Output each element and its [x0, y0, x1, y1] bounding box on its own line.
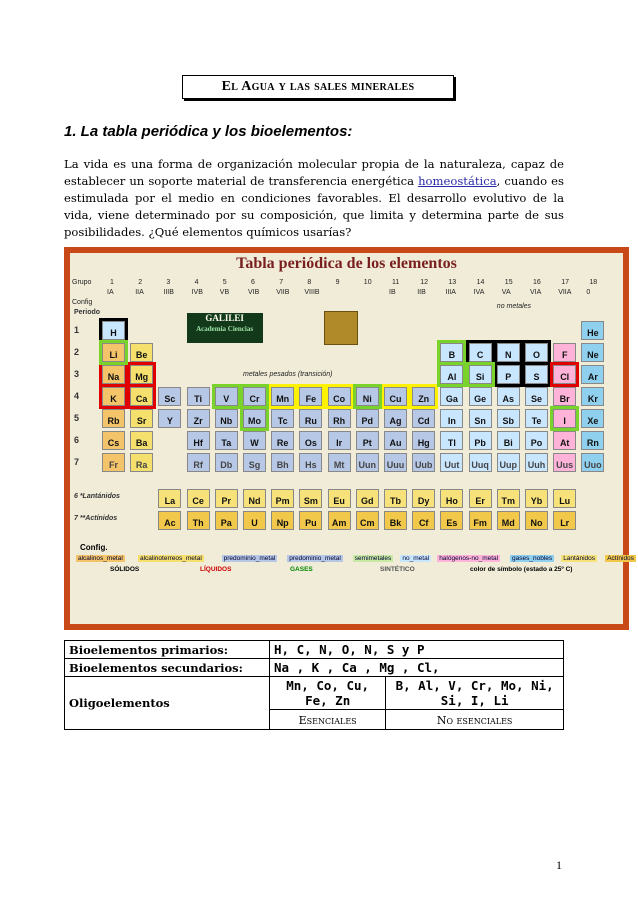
period-number: 4 [74, 391, 80, 401]
secondary-highlight [550, 362, 579, 387]
actinides-label: 7 **Actínidos [74, 515, 118, 522]
lanthanide-cell: Dy [412, 489, 435, 508]
element-cell: Pt [356, 431, 379, 450]
element-cell: He [581, 321, 604, 340]
element-cell: V [215, 387, 238, 406]
element-cell: O [525, 343, 548, 362]
actinide-cell: Ac [158, 511, 181, 530]
element-cell: Db [215, 453, 238, 472]
element-cell: P [497, 365, 520, 384]
element-cell: Sr [130, 409, 153, 428]
group-number: 1 [110, 279, 114, 286]
element-cell: S [525, 365, 548, 384]
no-metales-label: no metales [496, 303, 532, 310]
element-cell: Rf [187, 453, 210, 472]
lanthanide-cell: Er [469, 489, 492, 508]
group-roman: VIIA [558, 289, 572, 296]
element-cell: Zr [187, 409, 210, 428]
element-cell: I [553, 409, 576, 428]
nonessential-highlight [353, 384, 382, 409]
group-roman: IA [107, 289, 114, 296]
group-roman: IB [389, 289, 396, 296]
metales-pesados-label: metales pesados (transición) [243, 371, 333, 378]
element-cell: Zn [412, 387, 435, 406]
actinide-cell: Np [271, 511, 294, 530]
element-cell: Al [440, 365, 463, 384]
group-number: 11 [392, 279, 400, 286]
element-cell: Au [384, 431, 407, 450]
element-cell: In [440, 409, 463, 428]
element-cell: Os [299, 431, 322, 450]
element-cell: At [553, 431, 576, 450]
actinide-cell: No [525, 511, 548, 530]
element-cell: Mg [130, 365, 153, 384]
group-roman: IVB [191, 289, 203, 296]
legend-type-item: alcalinos_metal [78, 555, 123, 562]
element-cell: W [243, 431, 266, 450]
element-cell: Rn [581, 431, 604, 450]
element-cell: Ni [356, 387, 379, 406]
period-number: 6 [74, 435, 80, 445]
periodic-table-inner [70, 253, 634, 624]
essential-highlight [325, 384, 354, 409]
actinide-cell: Cm [356, 511, 379, 530]
group-number: 5 [222, 279, 227, 286]
periodic-table-title: Tabla periódica de los elementos [236, 255, 457, 272]
primary-highlight [522, 362, 551, 387]
intro-text-2: , cuando es estimulada por el medio en condiciones favorables. El desarrollo evolutivo de la vida, viene determinado por su composición, que limita y determina parte de sus posibilidades. ¿Qué elementos químicos usarías? [64, 174, 564, 239]
medal-image [324, 311, 358, 345]
element-cell: Tl [440, 431, 463, 450]
group-number: 14 [476, 279, 485, 286]
group-number: 13 [448, 279, 457, 286]
element-cell: Na [102, 365, 125, 384]
legend-type-item: predominio_metal [289, 555, 341, 562]
element-cell: Br [553, 387, 576, 406]
primary-highlight [494, 362, 523, 387]
element-cell: Mn [271, 387, 294, 406]
secundarios-value: Na , K , Ca , Mg , Cl, [270, 659, 564, 677]
element-cell: Uuq [469, 453, 492, 472]
element-cell: Rh [328, 409, 351, 428]
lanthanide-cell: Lu [553, 489, 576, 508]
group-roman: IVA [473, 289, 485, 296]
group-number: 18 [589, 279, 598, 286]
legend-state-item: color de símbolo (estado a 25º C) [470, 566, 573, 573]
element-cell: Kr [581, 387, 604, 406]
element-cell: C [469, 343, 492, 362]
lanthanide-cell: Tm [497, 489, 520, 508]
lanthanide-cell: Ho [440, 489, 463, 508]
group-number: 8 [307, 279, 312, 286]
config-legend-label: Config. [80, 543, 108, 552]
element-cell: H [102, 321, 125, 340]
homeostatica-link[interactable]: homeostática [418, 174, 497, 188]
group-number: 9 [335, 279, 340, 286]
element-cell: Fr [102, 453, 125, 472]
actinide-cell: Pa [215, 511, 238, 530]
element-cell: Ti [187, 387, 210, 406]
element-cell: Uuo [581, 453, 604, 472]
group-number-row [70, 279, 623, 289]
intro-text-1: La vida es una forma de organización molecular propia de la naturaleza, capaz de establecer un soporte material de transferencia energética [64, 157, 564, 188]
legend-type-item: halógenos-no_metal [439, 555, 499, 562]
element-cell: Tc [271, 409, 294, 428]
group-number: 15 [504, 279, 513, 286]
galilei-subtitle: Academia Ciencias [196, 325, 254, 333]
lanthanide-cell: Nd [243, 489, 266, 508]
element-cell: Hs [299, 453, 322, 472]
actinide-cell: Fm [469, 511, 492, 530]
group-roman: 0 [586, 289, 591, 296]
element-type-legend [70, 555, 634, 565]
nonessential-highlight [466, 362, 495, 387]
legend-state-item: SÓLIDOS [110, 566, 140, 573]
legend-state-item: SINTÉTICO [380, 566, 415, 573]
period-number: 5 [74, 413, 80, 423]
lanthanides-label: 6 *Lantánidos [74, 493, 120, 500]
lanthanide-cell: Sm [299, 489, 322, 508]
period-number: 1 [74, 325, 80, 335]
esenciales-header-text: Esenciales [298, 713, 357, 727]
element-cell: Si [469, 365, 492, 384]
element-cell: Ru [299, 409, 322, 428]
group-number: 6 [251, 279, 255, 286]
actinide-cell: Es [440, 511, 463, 530]
galilei-title: GALILEI [205, 313, 244, 323]
group-number: 17 [561, 279, 569, 286]
lanthanide-cell: Yb [525, 489, 548, 508]
galilei-logo [187, 313, 263, 343]
element-cell: Ge [469, 387, 492, 406]
legend-type-item: predominio_metal [223, 555, 276, 562]
element-cell: Mt [328, 453, 351, 472]
legend-type-item: semimetales [354, 555, 392, 562]
group-roman: IIA [135, 289, 144, 296]
actinide-cell: Md [497, 511, 520, 530]
element-cell: K [102, 387, 125, 406]
element-cell: Uus [553, 453, 576, 472]
actinide-cell: U [243, 511, 266, 530]
group-roman-row [70, 289, 623, 306]
element-cell: Uuh [525, 453, 548, 472]
element-cell: Uuu [384, 453, 407, 472]
primarios-label: Bioelementos primarios: [65, 641, 270, 659]
element-cell: Bh [271, 453, 294, 472]
lanthanide-cell: Eu [328, 489, 351, 508]
element-cell: Ra [130, 453, 153, 472]
element-cell: F [553, 343, 576, 362]
element-cell: Re [271, 431, 294, 450]
actinide-cell: Cf [412, 511, 435, 530]
group-number: 16 [533, 279, 541, 286]
state-legend [70, 566, 623, 576]
element-cell: Co [328, 387, 351, 406]
essential-highlight [381, 384, 410, 409]
element-cell: Uup [497, 453, 520, 472]
element-cell: As [497, 387, 520, 406]
group-number: 12 [420, 279, 428, 286]
period-number: 7 [74, 457, 80, 467]
element-cell: Ca [130, 387, 153, 406]
element-cell: Cl [553, 365, 576, 384]
secondary-highlight [127, 384, 156, 409]
legend-state-item: GASES [290, 566, 313, 573]
lanthanide-cell: Ce [187, 489, 210, 508]
element-cell: Te [525, 409, 548, 428]
table-row-oligo [65, 677, 564, 710]
group-row-label: Grupo [72, 279, 92, 286]
group-number: 7 [279, 279, 284, 286]
element-cell: Cr [243, 387, 266, 406]
element-cell: Cu [384, 387, 407, 406]
group-roman: VIIIB [304, 289, 320, 296]
no-esenciales-value: B, Al, V, Cr, Mo, Ni, Si, I, Li [386, 677, 564, 710]
element-cell: Uut [440, 453, 463, 472]
nonessential-highlight [240, 406, 269, 431]
element-cell: Ag [384, 409, 407, 428]
group-number: 3 [166, 279, 171, 286]
element-cell: Rb [102, 409, 125, 428]
period-number: 3 [74, 369, 80, 379]
element-cell: Ne [581, 343, 604, 362]
element-cell: B [440, 343, 463, 362]
document-title-text: El Agua y las sales minerales [221, 79, 415, 94]
element-cell: Po [525, 431, 548, 450]
element-cell: Bi [497, 431, 520, 450]
table-row-primarios [65, 641, 564, 659]
element-cell: Mo [243, 409, 266, 428]
secundarios-label: Bioelementos secundarios: [65, 659, 270, 677]
lanthanide-cell: Tb [384, 489, 407, 508]
element-cell: Sg [243, 453, 266, 472]
actinide-cell: Lr [553, 511, 576, 530]
secondary-highlight [99, 384, 128, 409]
group-roman: IIB [417, 289, 426, 296]
legend-type-item: no_metal [402, 555, 430, 562]
essential-highlight [296, 384, 325, 409]
legend-type-item: Actínidos [607, 555, 634, 562]
element-cell: Ba [130, 431, 153, 450]
nonessential-highlight [99, 340, 128, 365]
esenciales-header [270, 710, 386, 730]
page-number: 1 [556, 858, 562, 872]
element-cell: Sb [497, 409, 520, 428]
group-number: 10 [363, 279, 372, 286]
essential-highlight [409, 384, 438, 409]
group-roman: VA [501, 289, 511, 296]
periodic-table-figure [64, 247, 634, 630]
element-cell: Cs [102, 431, 125, 450]
bioelements-table [64, 640, 564, 730]
period-row-label: Periodo [74, 309, 101, 316]
group-roman: VB [219, 289, 230, 296]
element-cell: Sn [469, 409, 492, 428]
period-number: 2 [74, 347, 80, 357]
lanthanide-cell: Pr [215, 489, 238, 508]
group-roman: IIIA [445, 289, 456, 296]
element-cell: Uub [412, 453, 435, 472]
nonessential-highlight [437, 362, 466, 387]
group-number: 4 [194, 279, 199, 286]
essential-highlight [268, 384, 297, 409]
element-cell: Be [130, 343, 153, 362]
element-cell: Ta [215, 431, 238, 450]
element-cell: Y [158, 409, 181, 428]
element-cell: Pd [356, 409, 379, 428]
primarios-value: H, C, N, O, N, S y P [270, 641, 564, 659]
lanthanide-cell: Gd [356, 489, 379, 508]
element-cell: Li [102, 343, 125, 362]
no-esenciales-header-text: No esenciales [436, 713, 513, 727]
nonessential-highlight [212, 384, 241, 409]
element-cell: Se [525, 387, 548, 406]
element-cell: Ga [440, 387, 463, 406]
section-title: 1. La tabla periódica y los bioelementos: [64, 123, 353, 140]
element-cell: Cd [412, 409, 435, 428]
oligo-label: Oligoelementos [65, 677, 270, 730]
element-cell: Hg [412, 431, 435, 450]
element-cell: Fe [299, 387, 322, 406]
element-cell: Nb [215, 409, 238, 428]
group-roman: IIIB [163, 289, 174, 296]
element-cell: Sc [158, 387, 181, 406]
nonessential-highlight [550, 406, 579, 431]
intro-paragraph [64, 156, 564, 241]
element-cell: Xe [581, 409, 604, 428]
legend-type-item: alcalinoterreos_metal [140, 555, 202, 562]
document-title [182, 75, 454, 99]
table-row-secundarios [65, 659, 564, 677]
legend-type-item: Lantánidos [563, 555, 595, 562]
lanthanide-cell: La [158, 489, 181, 508]
config-row-label: Config [72, 299, 93, 306]
element-cell: N [497, 343, 520, 362]
actinide-cell: Pu [299, 511, 322, 530]
element-cell: Hf [187, 431, 210, 450]
no-esenciales-header [386, 710, 564, 730]
element-cell: Ir [328, 431, 351, 450]
group-roman: VIIB [276, 289, 290, 296]
element-cell: Uun [356, 453, 379, 472]
element-cell: Pb [469, 431, 492, 450]
group-roman: VIB [248, 289, 260, 296]
lanthanide-cell: Pm [271, 489, 294, 508]
element-cell: Ar [581, 365, 604, 384]
actinide-cell: Am [328, 511, 351, 530]
group-number: 2 [138, 279, 143, 286]
legend-type-item: gases_nobles [512, 555, 553, 562]
actinide-cell: Bk [384, 511, 407, 530]
actinide-cell: Th [187, 511, 210, 530]
esenciales-value: Mn, Co, Cu, Fe, Zn [270, 677, 386, 710]
group-roman: VIA [530, 289, 542, 296]
legend-state-item: LÍQUIDOS [200, 566, 232, 573]
